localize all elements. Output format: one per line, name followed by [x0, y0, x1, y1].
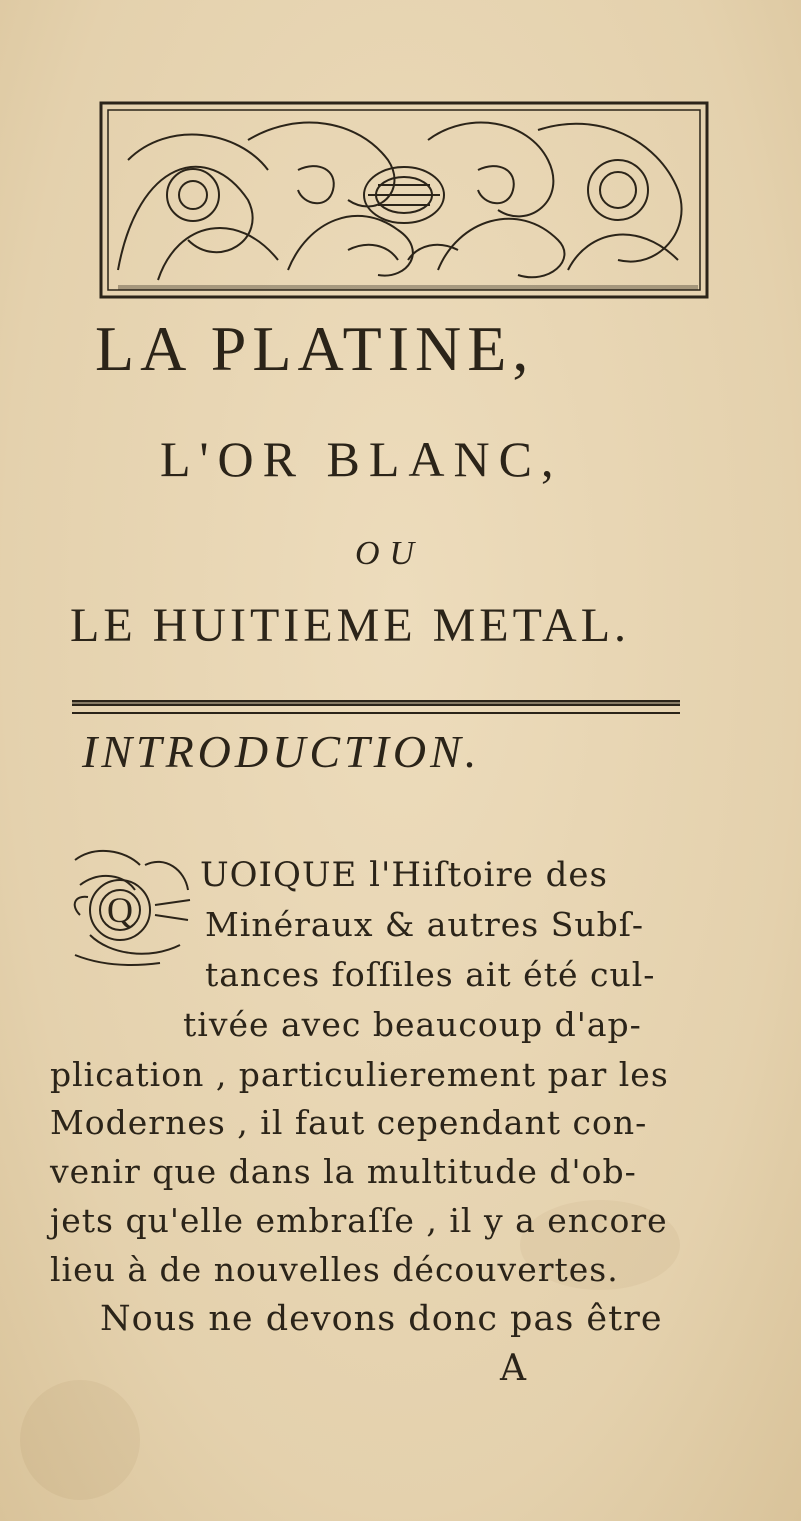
body-line-1: UOIQUE l'Hiſtoire des [200, 855, 608, 895]
paper-stain [20, 1380, 140, 1500]
body-line-7: venir que dans la multitude d'ob- [50, 1152, 637, 1191]
title-subtitle: L'OR BLANC, [160, 431, 563, 487]
body-line-3: tances foſſiles ait été cul- [205, 955, 656, 994]
printers-rule [72, 698, 680, 720]
title-ou: OU [355, 535, 425, 572]
catchword: A [500, 1348, 526, 1389]
drop-cap-ornament [70, 845, 195, 970]
ornamental-headpiece [98, 100, 710, 300]
body-line-4: tivée avec beaucoup d'ap- [183, 1005, 642, 1044]
title-third-line: LE HUITIEME METAL. [70, 599, 631, 652]
drop-cap-letter: Q [107, 890, 133, 930]
body-line-9: lieu à de nouvelles découvertes. [50, 1250, 619, 1289]
body-line-6: Modernes , il faut cependant con- [50, 1103, 648, 1142]
section-heading: INTRODUCTION. [82, 726, 481, 777]
body-line-5: plication , particulierement par les [50, 1055, 669, 1094]
body-line-10: Nous ne devons donc pas être [100, 1299, 663, 1339]
body-line-8: jets qu'elle embraſſe , il y a encore [50, 1201, 668, 1240]
body-line-2: Minéraux & autres Subſ- [205, 905, 645, 944]
title-main: LA PLATINE, [95, 313, 535, 384]
